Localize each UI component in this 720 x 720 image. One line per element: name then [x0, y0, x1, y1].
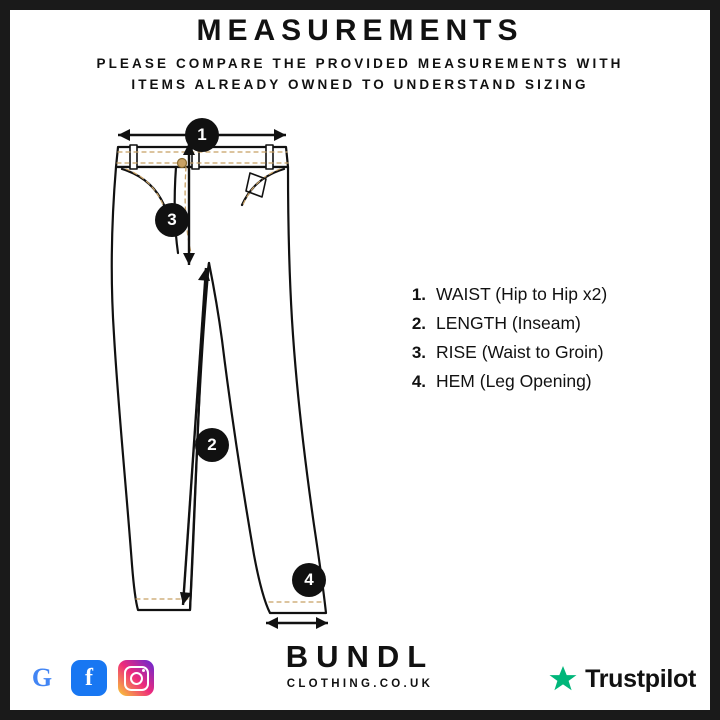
- jeans-diagram: [70, 105, 410, 635]
- legend-item-rise: [400, 342, 700, 363]
- page-subtitle-line-2: ITEMS ALREADY OWNED TO UNDERSTAND SIZING: [131, 76, 589, 92]
- legend-item-length: [400, 313, 700, 334]
- legend-label-1: WAIST (Hip to Hip x2): [436, 284, 608, 304]
- frame-border-bottom: [0, 710, 720, 720]
- page-subtitle-line-1: PLEASE COMPARE THE PROVIDED MEASUREMENTS WITH: [96, 56, 624, 71]
- legend-number-4: 4.: [411, 372, 426, 391]
- jeans-technical-drawing-svg: [70, 105, 410, 635]
- badge-waist: 1: [185, 118, 219, 152]
- frame-border-top: [0, 0, 720, 10]
- brand-name: BUNDL: [285, 639, 435, 674]
- badge-hem: 4: [292, 563, 326, 597]
- legend-item-waist: [400, 284, 700, 305]
- legend-label-4: HEM (Leg Opening): [436, 371, 592, 391]
- page-title: MEASUREMENTS: [196, 14, 524, 47]
- legend-number-3: 3.: [411, 343, 426, 362]
- google-icon-glyph: G: [31, 663, 53, 692]
- legend-number-2: 2.: [411, 314, 426, 333]
- trustpilot-badge[interactable]: [548, 664, 696, 694]
- header: [10, 14, 710, 96]
- page-subtitle: [10, 54, 710, 96]
- frame-border-right: [710, 0, 720, 720]
- measurement-legend: [400, 284, 700, 400]
- badge-rise: 3: [155, 203, 189, 237]
- trustpilot-star-icon: [548, 664, 578, 694]
- footer: [10, 614, 710, 710]
- legend-label-2: LENGTH (Inseam): [436, 313, 581, 333]
- frame-border-left: [0, 0, 10, 720]
- badge-length: 2: [195, 428, 229, 462]
- trustpilot-label: Trustpilot: [585, 664, 696, 693]
- legend-label-3: RISE (Waist to Groin): [436, 342, 604, 362]
- legend-number-1: 1.: [411, 285, 426, 304]
- brand-website: CLOTHING.CO.UK: [286, 678, 434, 690]
- legend-item-hem: [400, 371, 700, 392]
- facebook-icon-glyph: f: [85, 664, 93, 691]
